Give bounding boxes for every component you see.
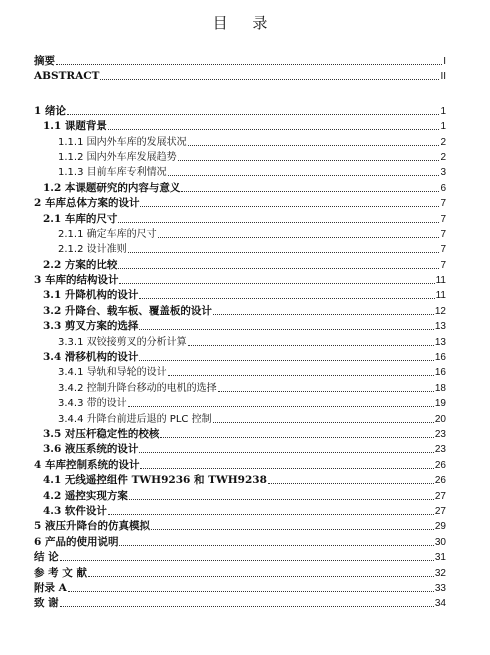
- toc-entry[interactable]: [34, 335, 446, 350]
- toc-entry-page: 7: [440, 259, 446, 271]
- toc-entry[interactable]: [34, 54, 446, 69]
- toc-entry-page: 19: [434, 398, 446, 410]
- dot-leader: [118, 258, 439, 269]
- toc-entry-label: 4 车库控制系统的设计: [34, 458, 140, 471]
- toc-entry-page: 23: [434, 428, 446, 440]
- dot-leader: [67, 104, 439, 115]
- toc-entry[interactable]: [34, 181, 446, 196]
- toc-entry-page: 27: [434, 505, 446, 517]
- toc-entry-page: 23: [434, 444, 446, 456]
- dot-leader: [108, 119, 440, 130]
- toc-entry-page: 7: [440, 213, 446, 225]
- toc-entry-label: 附录 A: [34, 581, 67, 594]
- toc-entry-label: 2.1 车库的尺寸: [43, 212, 118, 225]
- dot-leader: [119, 273, 434, 284]
- dot-leader: [88, 566, 434, 577]
- dot-leader: [140, 196, 439, 207]
- toc-entry-label: 4.3 软件设计: [43, 504, 107, 517]
- toc-entry-label: 1.1.3 目前车库专利情况: [58, 167, 167, 179]
- toc-entry-page: 2: [440, 151, 446, 163]
- toc-entry-label: 3.4.4 升降台前进后退的 PLC 控制: [58, 413, 212, 425]
- toc-entry-page: 31: [434, 552, 446, 564]
- toc-entry-label: 致 谢: [34, 597, 59, 610]
- dot-leader: [158, 227, 440, 238]
- toc-entry[interactable]: [34, 319, 446, 334]
- toc-entry-page: 32: [434, 567, 446, 579]
- toc-entry[interactable]: [34, 119, 446, 134]
- toc-entry-page: 12: [434, 305, 446, 317]
- toc-entry-label: 2.1.1 确定车库的尺寸: [58, 228, 157, 240]
- toc-entry[interactable]: [34, 288, 446, 303]
- toc-entry[interactable]: [34, 381, 446, 396]
- toc-entry[interactable]: [34, 365, 446, 380]
- toc-entry-label: 3.4.3 带的设计: [58, 398, 127, 410]
- toc-entry-page: 11: [435, 275, 446, 287]
- dot-leader: [56, 54, 442, 65]
- toc-entry[interactable]: [34, 273, 446, 288]
- toc-entry[interactable]: [34, 165, 446, 180]
- toc-entry-label: 1.1.1 国内外车库的发展状况: [58, 136, 187, 148]
- toc-entry-label: ABSTRACT: [34, 70, 100, 83]
- toc-entry-page: 13: [434, 321, 446, 333]
- page-title: 目 录: [212, 14, 278, 32]
- toc-entry-label: 3.3.1 双铰接剪叉的分析计算: [58, 336, 187, 348]
- dot-leader: [139, 319, 433, 330]
- dot-leader: [60, 550, 434, 561]
- toc-entry-page: 7: [440, 244, 446, 256]
- dot-leader: [100, 69, 439, 80]
- toc-entry[interactable]: [34, 196, 446, 211]
- toc-entry[interactable]: [34, 442, 446, 457]
- dot-leader: [118, 212, 439, 223]
- toc-entry-page: 2: [440, 136, 446, 148]
- toc-entry-page: I: [443, 56, 446, 67]
- toc-entry-page: 29: [434, 521, 446, 533]
- toc-entry-label: 1.1 课题背景: [43, 120, 107, 133]
- toc-entry-label: 摘要: [34, 55, 55, 67]
- toc-entry-label: 1.2 本课题研究的内容与意义: [43, 181, 181, 194]
- toc-entry-label: 6 产品的使用说明: [34, 535, 119, 548]
- toc-entry-label: 2 车库总体方案的设计: [34, 197, 140, 210]
- toc-entry-label: 3.5 对压杆稳定性的校核: [43, 427, 160, 440]
- toc-entry[interactable]: [34, 150, 446, 165]
- toc-entry-page: 16: [434, 352, 446, 364]
- dot-leader: [213, 412, 434, 423]
- toc-entry[interactable]: [34, 304, 446, 319]
- dot-leader: [128, 396, 434, 407]
- toc-entry[interactable]: [34, 69, 446, 84]
- toc-entry[interactable]: [34, 504, 446, 519]
- toc-entry-label: 结 论: [34, 551, 59, 564]
- dot-leader: [139, 350, 433, 361]
- toc-entry[interactable]: [34, 473, 446, 488]
- dot-leader: [168, 365, 434, 376]
- toc-entry-page: 1: [440, 105, 446, 117]
- toc-entry[interactable]: [34, 427, 446, 442]
- dot-leader: [188, 135, 440, 146]
- dot-leader: [128, 242, 440, 253]
- toc-entry-label: 3.2 升降台、载车板、覆盖板的设计: [43, 304, 212, 317]
- toc-entry[interactable]: [34, 458, 446, 473]
- toc-entry[interactable]: [34, 566, 446, 581]
- toc-entry-page: 34: [434, 598, 446, 610]
- toc-entry[interactable]: [34, 535, 446, 550]
- toc-entry-page: 26: [434, 475, 446, 487]
- toc-entry[interactable]: [34, 581, 446, 596]
- dot-leader: [119, 535, 433, 546]
- toc-entry-label: 2.1.2 设计准则: [58, 244, 127, 256]
- toc-entry-page: 1: [440, 121, 446, 133]
- toc-entry-label: 参 考 文 献: [34, 566, 87, 579]
- toc-entry-page: 33: [434, 582, 446, 594]
- toc-entry-label: 4.1 无线遥控组件 TWH9236 和 TWH9238: [43, 474, 267, 487]
- toc-entry[interactable]: [34, 135, 446, 150]
- dot-leader: [139, 442, 433, 453]
- toc-entry[interactable]: [34, 258, 446, 273]
- toc-entry[interactable]: [34, 489, 446, 504]
- toc-entry-page: 11: [435, 290, 446, 302]
- toc-entry-label: 1 绪论: [34, 104, 66, 117]
- toc-entry[interactable]: [34, 519, 446, 534]
- toc-entry-label: 2.2 方案的比较: [43, 258, 118, 271]
- dot-leader: [188, 335, 434, 346]
- toc-entry[interactable]: [34, 550, 446, 565]
- toc-entry-label: 3.6 液压系统的设计: [43, 443, 139, 456]
- dot-leader: [178, 150, 440, 161]
- dot-leader: [60, 596, 434, 607]
- toc-entry-page: II: [440, 71, 446, 83]
- toc-entry-page: 27: [434, 490, 446, 502]
- toc-entry[interactable]: [34, 596, 446, 611]
- toc-entry-label: 4.2 遥控实现方案: [43, 489, 128, 502]
- toc-entry-label: 3.1 升降机构的设计: [43, 289, 139, 302]
- toc-entry-label: 1.1.2 国内外车库发展趋势: [58, 151, 177, 163]
- toc-entry[interactable]: [34, 227, 446, 242]
- dot-leader: [181, 181, 439, 192]
- toc-entry-label: 3.4.2 控制升降台移动的电机的选择: [58, 382, 217, 394]
- toc-entry-page: 20: [434, 413, 446, 425]
- toc-entry[interactable]: [34, 104, 446, 119]
- toc-entry-label: 3.4.1 导轨和导轮的设计: [58, 367, 167, 379]
- toc-entry-page: 7: [440, 198, 446, 210]
- toc-entry-page: 30: [434, 536, 446, 548]
- dot-leader: [168, 165, 440, 176]
- dot-leader: [151, 519, 434, 530]
- toc-entry[interactable]: [34, 396, 446, 411]
- dot-leader: [218, 381, 434, 392]
- toc-entry-page: 6: [440, 182, 446, 194]
- toc-entry-label: 5 液压升降台的仿真模拟: [34, 520, 150, 533]
- toc-entry[interactable]: [34, 242, 446, 257]
- dot-leader: [140, 458, 433, 469]
- toc-entry[interactable]: [34, 212, 446, 227]
- dot-leader: [108, 504, 434, 515]
- dot-leader: [139, 288, 434, 299]
- dot-leader: [129, 489, 434, 500]
- table-of-contents: [34, 54, 446, 612]
- toc-entry-label: 3 车库的结构设计: [34, 274, 119, 287]
- dot-leader: [268, 473, 434, 484]
- toc-entry-label: 3.3 剪叉方案的选择: [43, 320, 139, 333]
- dot-leader: [213, 304, 434, 315]
- toc-entry-page: 26: [434, 459, 446, 471]
- toc-entry-page: 13: [434, 336, 446, 348]
- dot-leader: [68, 581, 434, 592]
- toc-entry-page: 3: [440, 167, 446, 179]
- toc-entry-page: 18: [434, 382, 446, 394]
- toc-entry[interactable]: [34, 350, 446, 365]
- toc-entry-page: 16: [434, 367, 446, 379]
- toc-entry[interactable]: [34, 412, 446, 427]
- toc-entry-label: 3.4 滑移机构的设计: [43, 351, 139, 364]
- dot-leader: [160, 427, 433, 438]
- toc-entry-page: 7: [440, 228, 446, 240]
